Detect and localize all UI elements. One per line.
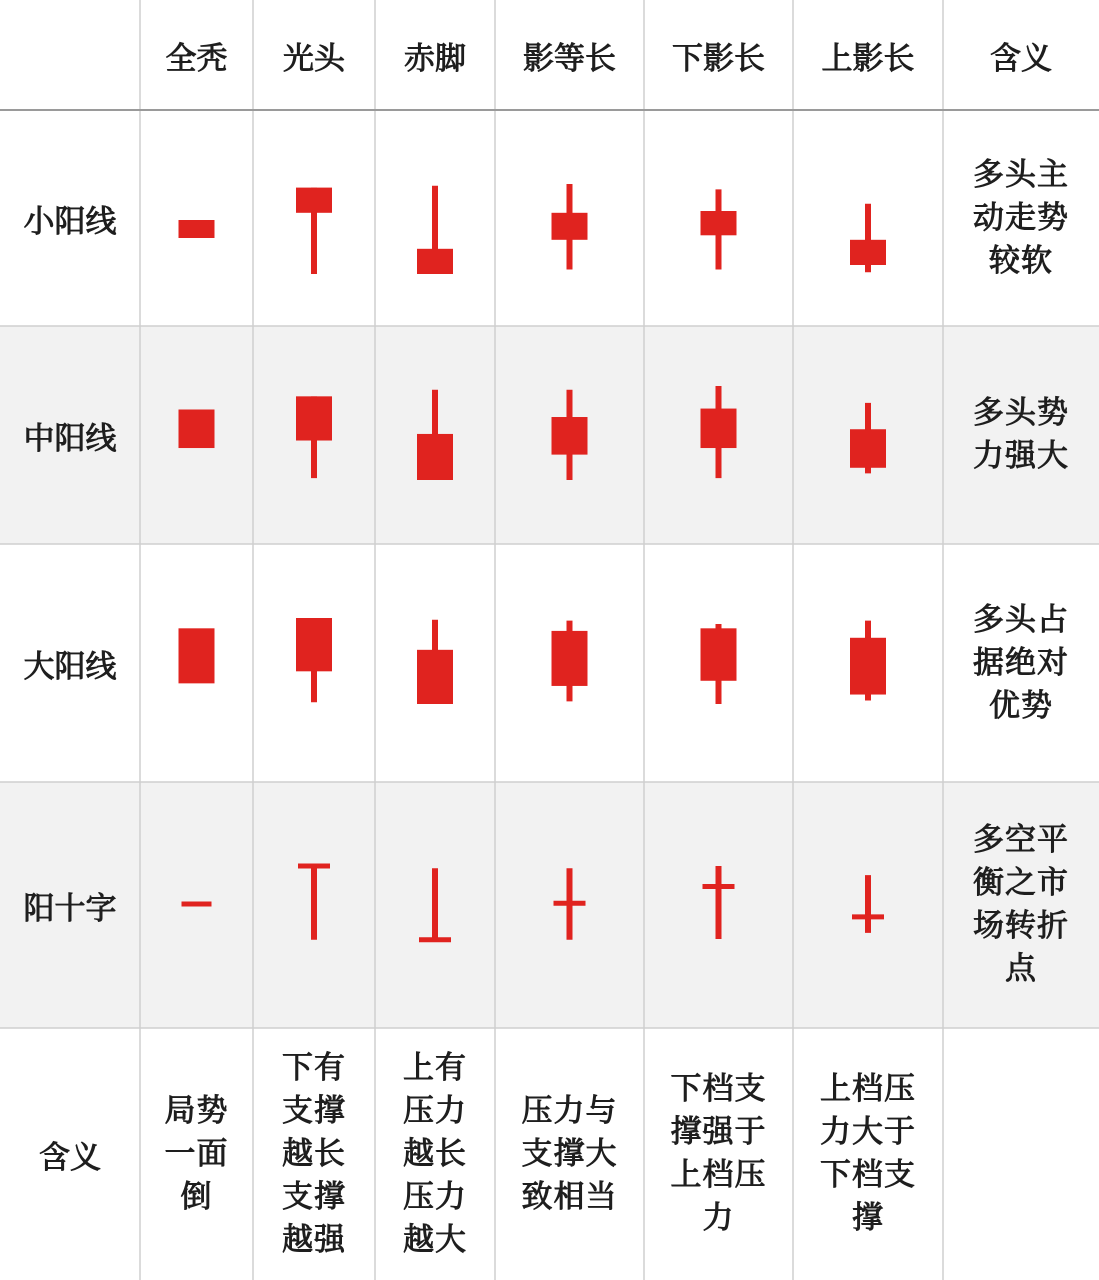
bottom-meaning-text: 压力与 支撑大 致相当: [521, 1092, 618, 1215]
bottom-meaning-text: 上有 压力 越长 压力 越大: [403, 1049, 467, 1258]
header-xiayingchang: 下影长: [672, 40, 765, 77]
bottom-meaning-cell: [793, 1028, 943, 1280]
row-meaning-text: 多头势 力强大: [973, 395, 1069, 474]
row-meaning-text: 多头主 动走势 较软: [973, 156, 1069, 279]
bottom-meaning-text: 下档支 撑强于 上档压 力: [670, 1071, 767, 1236]
header-corner: [0, 0, 140, 110]
row-background: [0, 326, 1099, 544]
header-chijiao: 赤脚: [404, 40, 466, 77]
row-meaning: [943, 782, 1099, 1028]
row-label-yangshizi: 阳十字: [23, 890, 117, 927]
row-background: [0, 782, 1099, 1028]
row-meaning: [943, 326, 1099, 544]
bottom-meaning-text: 上档压 力大于 下档支 撑: [820, 1071, 916, 1236]
row-label-xiaoyangxian: 小阳线: [23, 203, 117, 240]
header-yingdengchang: 影等长: [523, 40, 616, 77]
bottom-meaning-text: 下有 支撑 越长 支撑 越强: [282, 1049, 346, 1258]
bottom-meaning-cell: [495, 1028, 644, 1280]
header-shangyingchang: 上影长: [821, 40, 915, 77]
row-meaning-text: 多头占 据绝对 优势: [973, 601, 1069, 724]
row-meaning: [943, 544, 1099, 782]
bottom-meaning-cell: [943, 1028, 1099, 1280]
bottom-meaning-cell: [375, 1028, 495, 1280]
row-meaning: [943, 110, 1099, 326]
header-guangtou: 光头: [283, 40, 345, 77]
row-background: [0, 544, 1099, 782]
header-meaning: 含义: [990, 40, 1052, 77]
row-label-zhongyangxian: 中阳线: [23, 420, 117, 457]
row-meaning-text: 多空平 衡之市 场转折 点: [973, 822, 1069, 987]
row-background: [0, 110, 1099, 326]
bottom-label: 含义: [39, 1139, 101, 1176]
bottom-meaning-cell: [140, 1028, 253, 1280]
bottom-meaning-text: 局势 一面 倒: [164, 1092, 229, 1215]
row-label-dayangxian: 大阳线: [23, 648, 117, 685]
header-quantu: 全秃: [165, 40, 228, 77]
bottom-meaning-cell: [644, 1028, 793, 1280]
bottom-meaning-cell: [253, 1028, 375, 1280]
